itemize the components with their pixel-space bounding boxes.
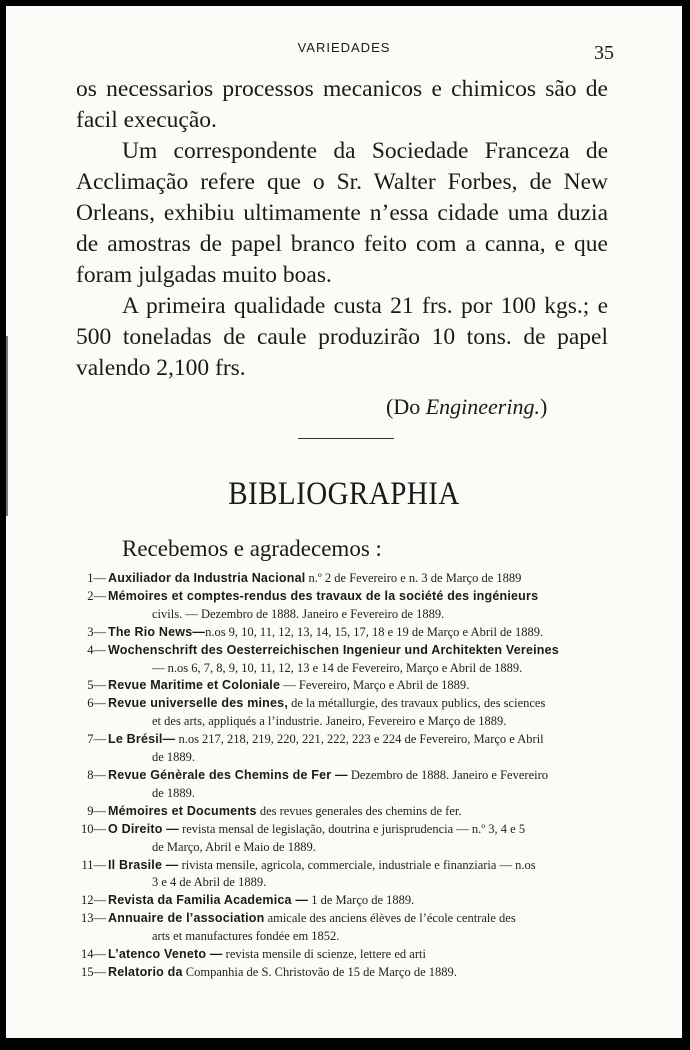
entry-title: Mémoires et comptes-rendus des travaux de la société des ingénieurs — [108, 588, 539, 603]
entry-details: des revues generales des chemins de fer. — [256, 803, 462, 818]
entry-details: de la métallurgie, des travaux publics, des sciences — [288, 696, 546, 711]
entry-number: 2— — [87, 588, 106, 603]
bibliography-entry — [78, 821, 618, 857]
bibliography-entry — [78, 946, 618, 964]
entry-details: revista mensile di scienze, lettere ed arti — [222, 947, 426, 962]
entry-details: Dezembro de 1888. Janeiro e Fevereiro — [347, 767, 549, 782]
entry-title: Annuaire de l’association — [108, 911, 265, 926]
source-prefix: (Do — [386, 394, 426, 419]
bibliography-entry — [78, 624, 618, 642]
entry-number: 1— — [87, 571, 106, 585]
entry-number: 15— — [81, 964, 106, 979]
entry-details-continued: de Março, Abril e Maio de 1889. — [152, 839, 316, 854]
scan-edge-mark — [6, 336, 8, 516]
entry-details-continued: 3 e 4 de Abril de 1889. — [152, 875, 267, 890]
paragraph-2: Um correspondente da Sociedade Franceza de Acclimação refere que o Sr. Walter Forbes, de New Orleans, exhibiu ultimamente n’essa cidade uma duzia de amostras de papel branco feito com a canna, e que foram julgadas muito boas. — [76, 138, 608, 288]
entry-number: 7— — [87, 732, 106, 747]
bibliography-intro: Recebemos e agradecemos : — [122, 536, 382, 561]
entry-details: amicale des anciens élèves de l’école centrale des — [264, 911, 516, 926]
section-divider — [298, 438, 394, 439]
entry-details: revista mensal de legislação, doutrina e jurisprudencia — n.º 3, 4 e 5 — [178, 821, 526, 836]
page — [6, 6, 682, 1038]
entry-number: 6— — [87, 696, 106, 711]
entry-title: Revue Génèrale des Chemins de Fer — — [108, 767, 348, 782]
entry-number: 5— — [87, 678, 106, 693]
bibliography-entry — [78, 588, 618, 624]
source-suffix: ) — [539, 394, 548, 419]
entry-number: 12— — [81, 893, 106, 908]
entry-details: n.os 9, 10, 11, 12, 13, 14, 15, 17, 18 e 19 de Março e Abril de 1889. — [205, 624, 544, 639]
entry-details: 1 de Março de 1889. — [308, 893, 415, 908]
entry-number: 3— — [87, 624, 106, 639]
bibliography-entry — [78, 910, 618, 946]
entry-title: Relatorio da — [108, 964, 183, 979]
source-citation — [386, 394, 547, 420]
entry-details-continued: et des arts, appliqués a l’industrie. Janeiro, Fevereiro e Março de 1889. — [152, 714, 507, 729]
entry-details-continued: — n.os 6, 7, 8, 9, 10, 11, 12, 13 e 14 de Fevereiro, Março e Abril de 1889. — [152, 660, 523, 675]
paragraph-1: os necessarios processos mecanicos e chimicos são de facil execução. — [76, 76, 608, 133]
paragraph-3: A primeira qualidade custa 21 frs. por 100 kgs.; e 500 toneladas de caule produzirão 10 tons. de papel valendo 2,100 frs. — [76, 293, 608, 381]
entry-title: Revista da Familia Academica — — [108, 893, 309, 908]
entry-title: O Direito — — [108, 821, 179, 836]
bibliography-entry — [78, 803, 618, 821]
entry-details-continued: civils. — Dezembro de 1888. Janeiro e Fevereiro de 1889. — [152, 606, 445, 621]
entry-number: 10— — [81, 821, 106, 836]
bibliography-entry — [78, 767, 618, 803]
entry-details: rivista mensile, agricola, commerciale, industriale e finanziaria — n.os — [178, 857, 536, 872]
entry-title: Le Brésil— — [108, 732, 176, 747]
entry-number: 14— — [81, 947, 106, 962]
bibliography-entry — [78, 677, 618, 695]
article-body — [76, 74, 608, 384]
entry-details: n.os 217, 218, 219, 220, 221, 222, 223 e 224 de Fevereiro, Março e Abril — [175, 732, 544, 747]
entry-title: Il Brasile — — [108, 857, 179, 872]
entry-number: 11— — [81, 857, 106, 872]
entry-title: Mémoires et Documents — [108, 803, 257, 818]
entry-title: The Rio News— — [108, 624, 206, 639]
entry-number: 13— — [81, 911, 106, 926]
entry-number: 9— — [87, 803, 106, 818]
entry-details-continued: de 1889. — [152, 785, 196, 800]
entry-number: 4— — [87, 642, 106, 657]
bibliography-list — [78, 570, 618, 982]
entry-number: 8— — [87, 767, 106, 782]
bibliography-entry — [78, 570, 618, 588]
page-number: 35 — [594, 42, 614, 64]
bibliography-entry — [78, 857, 618, 893]
running-title: VARIEDADES — [297, 40, 391, 55]
bibliography-entry — [78, 695, 618, 731]
bibliography-entry — [78, 731, 618, 767]
entry-title: Wochenschrift des Oesterreichischen Ingenieur und Architekten Vereines — [108, 642, 559, 657]
entry-title: L’atenco Veneto — — [108, 947, 223, 962]
bibliography-entry — [78, 892, 618, 910]
entry-details: n.º 2 de Fevereiro e n. 3 de Março de 1889 — [305, 571, 522, 585]
entry-details-continued: de 1889. — [152, 750, 196, 765]
entry-details: — Fevereiro, Março e Abril de 1889. — [280, 678, 470, 693]
entry-details-continued: arts et manufactures fondée em 1852. — [152, 929, 340, 944]
entry-title: Revue universelle des mines, — [108, 696, 288, 711]
entry-title: Revue Maritime et Coloniale — [108, 678, 281, 693]
entry-title: Auxiliador da Industria Nacional — [108, 571, 306, 585]
bibliography-entry — [78, 964, 618, 982]
bibliography-entry — [78, 642, 618, 678]
section-title: BIBLIOGRAPHIA — [228, 476, 460, 512]
source-name: Engineering. — [425, 394, 540, 419]
entry-details: Companhia de S. Christovão de 15 de Março de 1889. — [182, 964, 457, 979]
